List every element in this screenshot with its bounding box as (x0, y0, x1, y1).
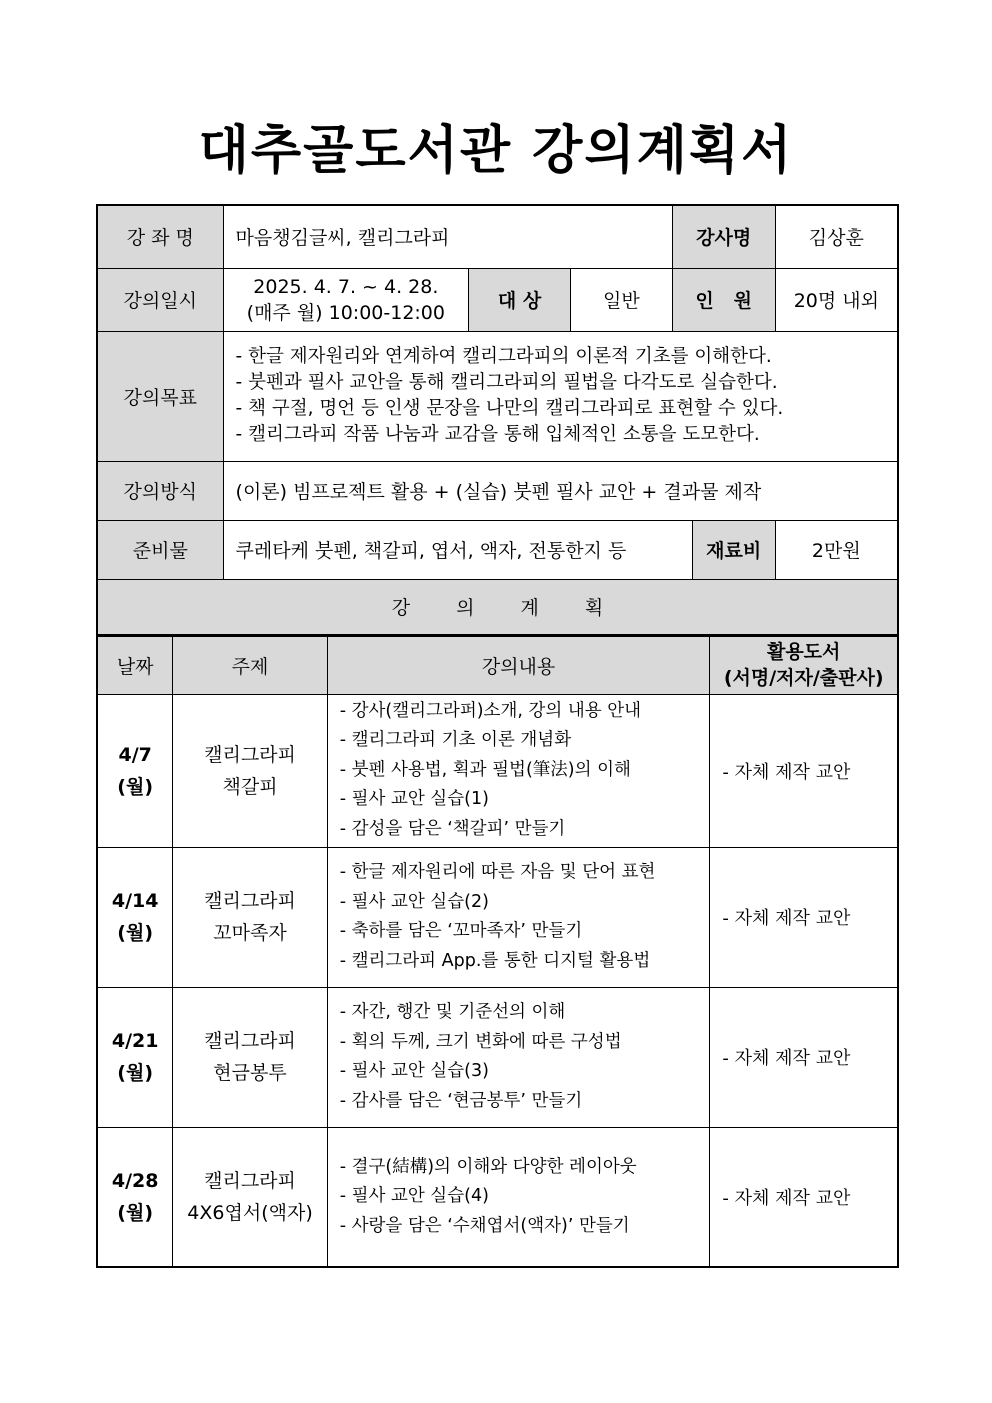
row-topic-line2: 책갈피 (222, 775, 278, 798)
row-book: - 자체 제작 교안 (710, 987, 898, 1127)
content-item: - 감사를 담은 ‘현금봉투’ 만들기 (339, 1090, 583, 1111)
content-item: - 필사 교안 실습(1) (339, 789, 489, 810)
goal-item: - 캘리그라피 작품 나눔과 교감을 통해 입체적인 소통을 도모한다. (235, 424, 760, 445)
row-date-value: 4/14 (111, 890, 159, 912)
row-date (97, 847, 173, 987)
row-content (327, 1127, 710, 1267)
row-topic-line1: 캘리그라피 (204, 743, 296, 766)
date-line1: 2025. 4. 7. ~ 4. 28. (253, 275, 439, 298)
row-content (327, 847, 710, 987)
content-item: - 캘리그라피 App.를 통한 디지털 활용법 (339, 950, 651, 971)
row-topic (173, 1127, 327, 1267)
instructor-value: 김상훈 (775, 205, 898, 268)
people-label: 인 원 (672, 268, 775, 331)
content-item: - 붓펜 사용법, 획과 필법(筆法)의 이해 (339, 759, 631, 780)
content-item: - 캘리그라피 기초 이론 개념화 (339, 730, 572, 751)
col-topic-header: 주제 (173, 636, 327, 694)
content-item: - 필사 교안 실습(3) (339, 1061, 489, 1081)
col-book-line1: 활용도서 (766, 641, 841, 664)
target-value: 일반 (570, 268, 672, 331)
row-day-value: (월) (117, 1201, 154, 1224)
content-item: - 감성을 담은 ‘책갈피’ 만들기 (339, 818, 566, 839)
row-topic-line1: 캘리그라피 (204, 890, 296, 912)
prep-value: 쿠레타케 붓펜, 책갈피, 엽서, 액자, 전통한지 등 (223, 520, 692, 579)
fee-value: 2만원 (775, 520, 898, 579)
date-line2: (매주 월) 10:00-12:00 (246, 301, 445, 324)
row-day-value: (월) (117, 1062, 154, 1084)
goal-item: - 붓펜과 필사 교안을 통해 캘리그라피의 필법을 다각도로 실습한다. (235, 372, 778, 393)
content-item: - 한글 제자원리에 따른 자음 및 단어 표현 (339, 862, 656, 882)
row-topic-line1: 캘리그라피 (204, 1169, 296, 1192)
date-value (223, 268, 469, 331)
content-item: - 필사 교안 실습(2) (339, 891, 489, 912)
row-date-value: 4/21 (111, 1030, 159, 1052)
plan-table (96, 635, 899, 1268)
row-day-value: (월) (117, 922, 154, 944)
date-label: 강의일시 (97, 268, 223, 331)
people-value: 20명 내외 (775, 268, 898, 331)
goal-label: 강의목표 (97, 331, 223, 461)
goal-item: - 한글 제자원리와 연계하여 캘리그라피의 이론적 기초를 이해한다. (235, 346, 772, 367)
content-item: - 강사(캘리그라퍼)소개, 강의 내용 안내 (339, 700, 642, 721)
table-row (97, 987, 898, 1127)
content-item: - 자간, 행간 및 기준선의 이해 (339, 1002, 566, 1022)
col-content-header: 강의내용 (327, 636, 710, 694)
target-label: 대 상 (469, 268, 571, 331)
row-date-value: 4/7 (118, 743, 152, 766)
instructor-label: 강사명 (672, 205, 775, 268)
table-row (97, 694, 898, 847)
col-book-header (710, 636, 898, 694)
row-topic (173, 694, 327, 847)
plan-heading: 강의계획 (391, 597, 650, 620)
row-book: - 자체 제작 교안 (710, 694, 898, 847)
col-date-header: 날짜 (97, 636, 173, 694)
method-label: 강의방식 (97, 461, 223, 520)
page-title: 대추골도서관 강의계획서 (198, 121, 794, 181)
row-date (97, 987, 173, 1127)
row-topic (173, 847, 327, 987)
row-content (327, 987, 710, 1127)
row-date-value: 4/28 (111, 1169, 159, 1192)
plan-section-header (97, 579, 898, 635)
row-day-value: (월) (117, 775, 154, 798)
content-item: - 필사 교안 실습(4) (339, 1186, 489, 1206)
course-value: 마음챙김글씨, 캘리그라피 (223, 205, 672, 268)
goal-item: - 책 구절, 명언 등 인생 문장을 나만의 캘리그라피로 표현할 수 있다. (235, 398, 784, 419)
row-book: - 자체 제작 교안 (710, 1127, 898, 1267)
row-topic-line2: 꼬마족자 (213, 922, 287, 944)
row-topic-line2: 현금봉투 (213, 1062, 287, 1084)
prep-label: 준비물 (97, 520, 223, 579)
content-item: - 획의 두께, 크기 변화에 따른 구성법 (339, 1031, 622, 1052)
goal-list (223, 331, 898, 461)
row-date (97, 1127, 173, 1267)
method-value: (이론) 빔프로젝트 활용 + (실습) 붓펜 필사 교안 + 결과물 제작 (223, 461, 898, 520)
info-table (96, 204, 899, 636)
row-topic-line1: 캘리그라피 (204, 1030, 296, 1052)
content-item: - 결구(結構)의 이해와 다양한 레이아웃 (339, 1156, 637, 1177)
table-row (97, 847, 898, 987)
course-label: 강 좌 명 (97, 205, 223, 268)
fee-label: 재료비 (692, 520, 775, 579)
content-item: - 사랑을 담은 ‘수채엽서(액자)’ 만들기 (339, 1215, 630, 1236)
col-book-line2: (서명/저자/출판사) (723, 667, 884, 690)
row-book: - 자체 제작 교안 (710, 847, 898, 987)
row-content (327, 694, 710, 847)
row-topic (173, 987, 327, 1127)
table-row (97, 1127, 898, 1267)
row-topic-line2: 4X6엽서(액자) (187, 1201, 313, 1224)
content-item: - 축하를 담은 ‘꼬마족자’ 만들기 (339, 921, 583, 941)
row-date (97, 694, 173, 847)
